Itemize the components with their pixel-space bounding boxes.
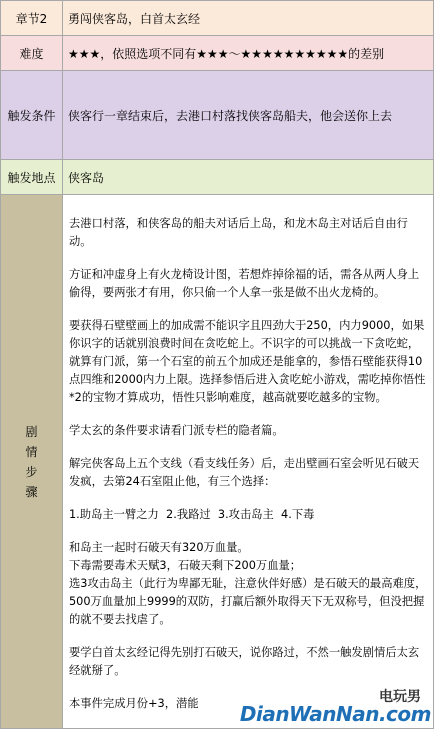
story-steps-row: [1, 195, 434, 729]
story-paragraph: 学太玄的条件要求请看门派专栏的隐者篇。: [69, 424, 284, 437]
chapter-value: 勇闯侠客岛，白首太玄经: [63, 1, 434, 36]
trigger-location-row: [1, 160, 434, 195]
story-label-char: 步: [25, 464, 38, 479]
story-paragraph: 和岛主一起时石破天有320万血量。 下毒需要毒术天赋3，石破天剩下200万血量； 选3攻击岛主（此行为卑鄙无耻，注意伙伴好感）是石破天的最高难度，500万血量加上9999的双防，打赢后额外取得天下无双称号，但没把握的就不要去找虐了。: [69, 541, 427, 626]
chapter-row: [1, 1, 434, 36]
trigger-location-value: 侠客岛: [63, 160, 434, 195]
difficulty-row: [1, 36, 434, 71]
site-watermark: [239, 686, 431, 726]
story-steps-label: [1, 195, 63, 729]
difficulty-label: 难度: [1, 36, 63, 71]
trigger-condition-label: 触发条件: [1, 71, 63, 160]
watermark-cn-text: 电玩男: [379, 689, 421, 705]
story-paragraph: 要获得石壁壁画上的加成需不能识字且四劲大于250，内力9000，如果你识字的话就别浪费时间在贪吃蛇上。不识字的可以挑战一下贪吃蛇，就算有门派，第一个石室的前五个加成还是能拿的，参悟石壁能获得10点四维和2000内力上限。选择参悟后进入贪吃蛇小游戏，需吃掉你悟性*2的宝物才算成功，悟性只影响难度，越高就要吃越多的宝物。: [69, 319, 426, 404]
story-label-char: 情: [25, 444, 38, 459]
watermark-en-text: DianWanNan.com: [239, 702, 431, 726]
trigger-location-label: 触发地点: [1, 160, 63, 195]
trigger-condition-row: [1, 71, 434, 160]
story-paragraph: 要学白首太玄经记得先别打石破天，说你路过，不然一触发剧情后太玄经就掰了。: [69, 646, 420, 677]
story-steps-content: [63, 195, 434, 729]
difficulty-value: ★★★，依照选项不同有★★★～★★★★★★★★★★的差别: [63, 36, 434, 71]
story-paragraph: 去港口村落，和侠客岛的船夫对话后上岛，和龙木岛主对话后自由行动。: [69, 217, 408, 248]
chapter-label: 章节2: [1, 1, 63, 36]
story-choices: 1.助岛主一臂之力 2.我路过 3.攻击岛主 4.下毒: [69, 508, 315, 521]
story-paragraph: 解完侠客岛上五个支线（看支线任务）后，走出壁画石室会听见石破天发疯，去第24石室阻止他，有三个选择：: [69, 457, 420, 488]
story-paragraph: 本事件完成月份+3，潜能: [69, 697, 199, 710]
story-label-char: 剧: [25, 424, 38, 439]
story-paragraph: 方证和冲虚身上有火龙椅设计图，若想炸掉徐福的话，需各从两人身上偷得，要两张才有用，你只偷一个人拿一张是做不出火龙椅的。: [69, 268, 420, 299]
story-label-char: 骤: [25, 484, 38, 499]
trigger-condition-value: 侠客行一章结束后，去港口村落找侠客岛船夫，他会送你上去: [63, 71, 434, 160]
